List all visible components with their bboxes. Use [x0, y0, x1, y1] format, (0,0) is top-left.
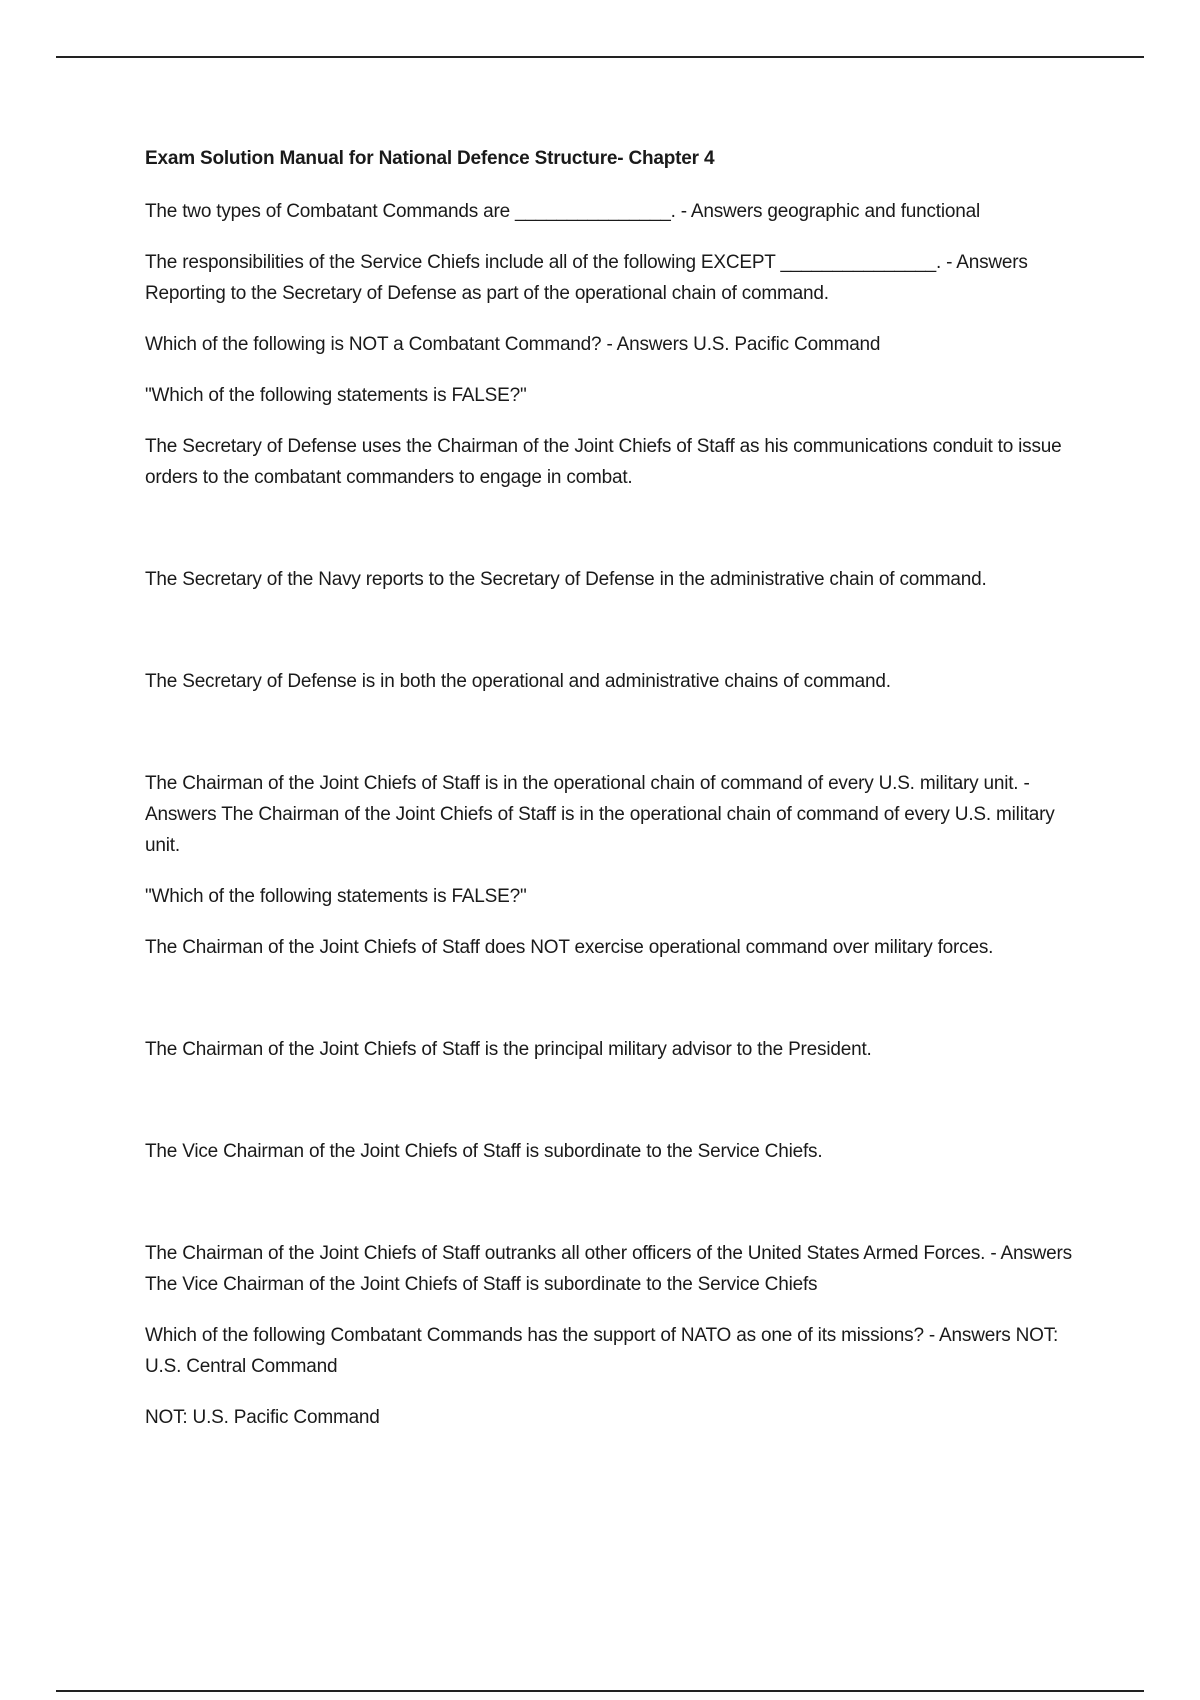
paragraph-combatant-types: The two types of Combatant Commands are _______________. - Answers geographic and functional [145, 201, 981, 222]
paragraph-option-conduit: The Secretary of Defense uses the Chairman of the Joint Chiefs of Staff as his communications conduit to issue orders to the combatant commanders to engage in combat. [145, 436, 1062, 488]
paragraph-option-chairman-chain: The Chairman of the Joint Chiefs of Staff is in the operational chain of command of every U.S. military unit. - Answers The Chairman of the Joint Chiefs of Staff is in the operational chain of command of every U.S. military unit. [145, 773, 1055, 856]
paragraph-not-combatant: Which of the following is NOT a Combatant Command? - Answers U.S. Pacific Command [145, 334, 881, 355]
paragraph-question-false-1: "Which of the following statements is FALSE?" [145, 385, 527, 406]
paragraph-option-navy: The Secretary of the Navy reports to the Secretary of Defense in the administrative chain of command. [145, 569, 987, 590]
paragraph-nato-answer-2: NOT: U.S. Pacific Command [145, 1407, 380, 1428]
paragraph-question-false-2: "Which of the following statements is FALSE?" [145, 886, 527, 907]
document-body [145, 146, 1085, 1453]
header-rule [56, 56, 1144, 58]
paragraph-option-outranks: The Chairman of the Joint Chiefs of Staff outranks all other officers of the United States Armed Forces. - Answers The Vice Chairman of the Joint Chiefs of Staff is subordinate to the Service Chiefs [145, 1243, 1072, 1295]
paragraph-service-chiefs: The responsibilities of the Service Chiefs include all of the following EXCEPT _______________. - Answers Reporting to the Secretary of Defense as part of the operational chain of command. [145, 252, 1028, 304]
footer-rule [56, 1690, 1144, 1692]
paragraph-option-vice-chairman: The Vice Chairman of the Joint Chiefs of Staff is subordinate to the Service Chiefs. [145, 1141, 823, 1162]
paragraph-option-no-command: The Chairman of the Joint Chiefs of Staff does NOT exercise operational command over military forces. [145, 937, 994, 958]
document-title: Exam Solution Manual for National Defence Structure- Chapter 4 [145, 148, 715, 169]
paragraph-option-advisor: The Chairman of the Joint Chiefs of Staff is the principal military advisor to the President. [145, 1039, 872, 1060]
paragraph-option-secdef: The Secretary of Defense is in both the operational and administrative chains of command. [145, 671, 891, 692]
paragraph-nato-question: Which of the following Combatant Commands has the support of NATO as one of its missions? - Answers NOT: U.S. Central Command [145, 1325, 1059, 1377]
